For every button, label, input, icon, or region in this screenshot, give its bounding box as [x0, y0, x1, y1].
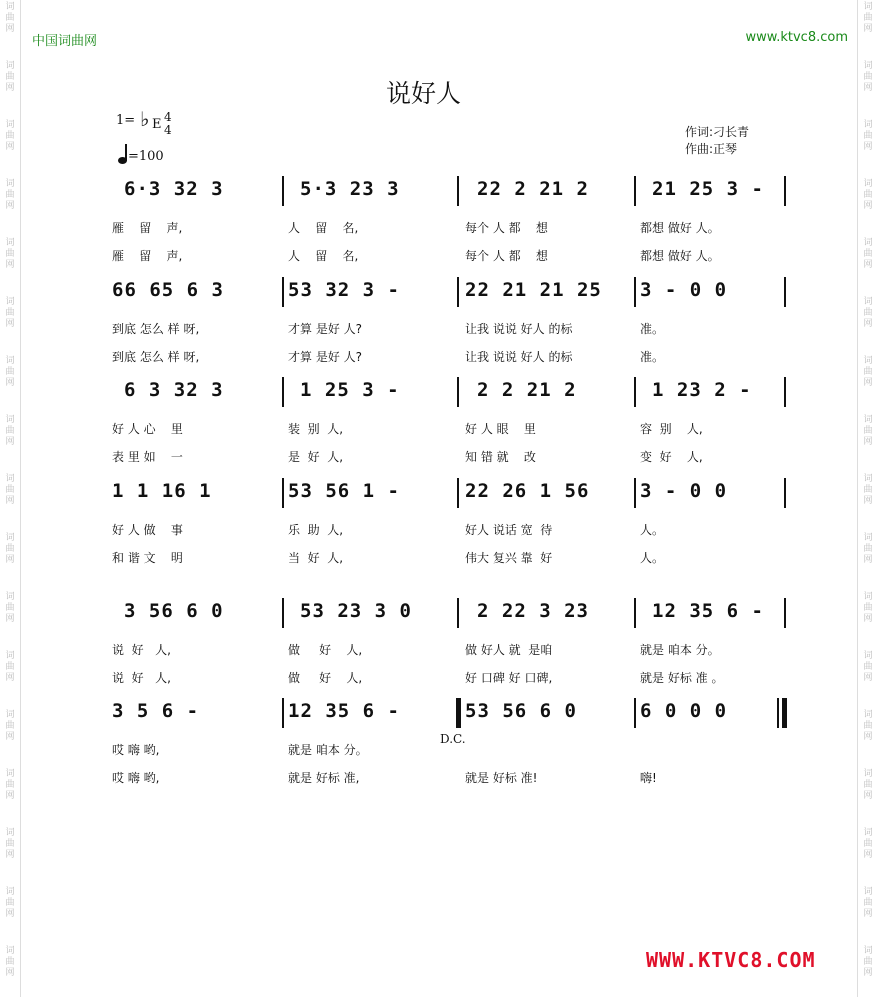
time-signature-bottom: 4 — [164, 123, 172, 137]
bar-line — [282, 698, 284, 728]
lyric-text: 伟大 复兴 靠 好 — [465, 551, 553, 565]
key-letter: E — [152, 117, 162, 132]
lyric-text: 准。 — [640, 322, 665, 336]
lyric-text: 容 别 人, — [640, 422, 703, 436]
measure-notation: 66 65 6 3 — [112, 279, 224, 301]
measure-notation: 6·3 32 3 — [124, 178, 224, 200]
watermark-text: 词 曲 网 — [863, 474, 873, 506]
lyric-text: 人 留 名, — [288, 221, 359, 235]
watermark-text: 词 曲 网 — [5, 238, 15, 270]
watermark-text: 词 曲 网 — [5, 297, 15, 329]
lyric-text: 到底 怎么 样 呀, — [112, 350, 200, 364]
watermark-text: 词 曲 网 — [863, 651, 873, 683]
bar-line — [784, 598, 786, 628]
measure-notation: 1 1 16 1 — [112, 480, 212, 502]
key-prefix: 1= — [116, 113, 136, 128]
bar-line — [457, 176, 459, 206]
lyric-text: 就是 好标 准, — [288, 771, 360, 785]
watermark-text: 词 曲 网 — [863, 179, 873, 211]
watermark-text: 词 曲 网 — [863, 120, 873, 152]
lyric-text: 人 留 名, — [288, 249, 359, 263]
lyric-text: 好 人 心 里 — [112, 422, 183, 436]
lyric-text: 装 别 人, — [288, 422, 344, 436]
lyric-text: 哎 嗨 哟, — [112, 771, 160, 785]
measure-notation: 2 22 3 23 — [477, 600, 589, 622]
watermark-text: 词 曲 网 — [863, 946, 873, 978]
lyric-text: 做 好人 就 是咱 — [465, 643, 553, 657]
lyric-text: 让我 说说 好人 的标 — [465, 322, 573, 336]
lyric-text: 就是 咱本 分。 — [640, 643, 720, 657]
watermark-text: 词 曲 网 — [863, 2, 873, 34]
bar-line — [634, 176, 636, 206]
bar-line — [634, 277, 636, 307]
watermark-text: 词 曲 网 — [5, 179, 15, 211]
measure-notation: 12 35 6 - — [288, 700, 400, 722]
lyric-text: 知 错 就 改 — [465, 450, 536, 464]
watermark-text: 词 曲 网 — [5, 61, 15, 93]
lyric-text: 就是 好标 准 。 — [640, 671, 724, 685]
watermark-text: 词 曲 网 — [863, 297, 873, 329]
lyric-text: 人。 — [640, 551, 665, 565]
lyric-text: 说 好 人, — [112, 643, 171, 657]
lyric-text: 每个 人 都 想 — [465, 221, 548, 235]
bar-line — [282, 377, 284, 407]
lyric-text: 让我 说说 好人 的标 — [465, 350, 573, 364]
bar-line — [634, 478, 636, 508]
watermark-text: 词 曲 网 — [863, 710, 873, 742]
measure-notation: 1 25 3 - — [300, 379, 400, 401]
bar-line — [282, 478, 284, 508]
lyric-text: 说 好 人, — [112, 671, 171, 685]
bar-line — [784, 377, 786, 407]
lyric-text: 做 好 人, — [288, 643, 363, 657]
watermark-text: 词 曲 网 — [5, 356, 15, 388]
bar-line — [634, 377, 636, 407]
watermark-text: 词 曲 网 — [863, 356, 873, 388]
lyric-text: 才算 是好 人? — [288, 322, 362, 336]
lyric-text: 是 好 人, — [288, 450, 344, 464]
time-signature-top: 4 — [164, 110, 172, 124]
measure-notation: 3 - 0 0 — [640, 279, 728, 301]
measure-notation: 53 23 3 0 — [300, 600, 412, 622]
watermark-text: 词 曲 网 — [863, 887, 873, 919]
lyric-text: 准。 — [640, 350, 665, 364]
flat-symbol: ♭ — [140, 107, 150, 131]
watermark-text: 词 曲 网 — [863, 769, 873, 801]
tempo-value: =100 — [128, 149, 164, 164]
lyric-text: 人。 — [640, 523, 665, 537]
measure-notation: 3 5 6 - — [112, 700, 200, 722]
key-signature — [116, 107, 172, 137]
bar-line — [634, 698, 636, 728]
bar-line — [457, 377, 459, 407]
composer: 作曲:正琴 — [685, 142, 738, 156]
measure-notation: 21 25 3 - — [652, 178, 764, 200]
lyric-text: 和 谐 文 明 — [112, 551, 183, 565]
site-name-link[interactable]: 中国词曲网 — [32, 34, 98, 49]
site-url-link[interactable]: www.ktvc8.com — [745, 30, 848, 45]
lyric-text: 表 里 如 一 — [112, 450, 183, 464]
lyric-text: 都想 做好 人。 — [640, 249, 720, 263]
bar-line — [777, 698, 779, 728]
lyric-text: 当 好 人, — [288, 551, 344, 565]
watermark-text: 词 曲 网 — [863, 61, 873, 93]
credits — [685, 124, 749, 158]
bar-line — [784, 277, 786, 307]
lyric-text: 都想 做好 人。 — [640, 221, 720, 235]
lyric-text: 好人 说话 宽 待 — [465, 523, 553, 537]
brand-logo: WWW.KTVC8.COM — [646, 948, 816, 972]
lyric-text: 好 人 眼 里 — [465, 422, 536, 436]
lyric-text: 嗨! — [640, 771, 657, 785]
lyric-text: 做 好 人, — [288, 671, 363, 685]
lyric-text: 就是 好标 准! — [465, 771, 538, 785]
watermark-text: 词 曲 网 — [5, 592, 15, 624]
measure-notation: 1 23 2 - — [652, 379, 752, 401]
watermark-text: 词 曲 网 — [5, 2, 15, 34]
quarter-note-icon — [118, 144, 128, 164]
measure-notation: 53 56 6 0 — [465, 700, 577, 722]
measure-notation: 53 56 1 - — [288, 480, 400, 502]
watermark-text: 词 曲 网 — [863, 533, 873, 565]
watermark-text: 词 曲 网 — [863, 828, 873, 860]
time-signature — [164, 111, 172, 137]
watermark-text: 词 曲 网 — [863, 238, 873, 270]
watermark-text: 词 曲 网 — [5, 474, 15, 506]
bar-line — [634, 598, 636, 628]
dc-marking: D.C. — [440, 732, 466, 746]
lyric-text: 雁 留 声, — [112, 249, 183, 263]
measure-notation: 22 2 21 2 — [477, 178, 589, 200]
lyricist: 作词:刁长青 — [685, 125, 750, 139]
lyric-text: 好 人 做 事 — [112, 523, 183, 537]
bar-line — [282, 277, 284, 307]
watermark-text: 词 曲 网 — [5, 887, 15, 919]
bar-line — [282, 598, 284, 628]
measure-notation: 6 0 0 0 — [640, 700, 728, 722]
lyric-text: 乐 助 人, — [288, 523, 344, 537]
lyric-text: 每个 人 都 想 — [465, 249, 548, 263]
lyric-text: 就是 咱本 分。 — [288, 743, 368, 757]
bar-line — [457, 277, 459, 307]
watermark-text: 词 曲 网 — [5, 828, 15, 860]
measure-notation: 12 35 6 - — [652, 600, 764, 622]
watermark-text: 词 曲 网 — [5, 946, 15, 978]
watermark-text: 词 曲 网 — [5, 651, 15, 683]
lyric-text: 好 口碑 好 口碑, — [465, 671, 553, 685]
bar-line — [282, 176, 284, 206]
lyric-text: 雁 留 声, — [112, 221, 183, 235]
bar-line — [784, 478, 786, 508]
watermark-text: 词 曲 网 — [5, 769, 15, 801]
measure-notation: 6 3 32 3 — [124, 379, 224, 401]
song-title: 说好人 — [386, 79, 462, 108]
lyric-text: 哎 嗨 哟, — [112, 743, 160, 757]
lyric-text: 到底 怎么 样 呀, — [112, 322, 200, 336]
measure-notation: 22 26 1 56 — [465, 480, 590, 502]
measure-notation: 53 32 3 - — [288, 279, 400, 301]
watermark-text: 词 曲 网 — [5, 415, 15, 447]
bar-line — [457, 478, 459, 508]
measure-notation: 22 21 21 25 — [465, 279, 602, 301]
watermark-text: 词 曲 网 — [863, 592, 873, 624]
watermark-text: 词 曲 网 — [5, 533, 15, 565]
watermark-text: 词 曲 网 — [5, 710, 15, 742]
lyric-text: 变 好 人, — [640, 450, 703, 464]
bar-line — [457, 598, 459, 628]
bar-line — [782, 698, 787, 728]
bar-line — [456, 698, 461, 728]
lyric-text: 才算 是好 人? — [288, 350, 362, 364]
watermark-text: 词 曲 网 — [863, 415, 873, 447]
watermark-text: 词 曲 网 — [5, 120, 15, 152]
measure-notation: 3 - 0 0 — [640, 480, 728, 502]
measure-notation: 2 2 21 2 — [477, 379, 577, 401]
tempo-marking — [118, 144, 164, 164]
measure-notation: 3 56 6 0 — [124, 600, 224, 622]
bar-line — [784, 176, 786, 206]
measure-notation: 5·3 23 3 — [300, 178, 400, 200]
